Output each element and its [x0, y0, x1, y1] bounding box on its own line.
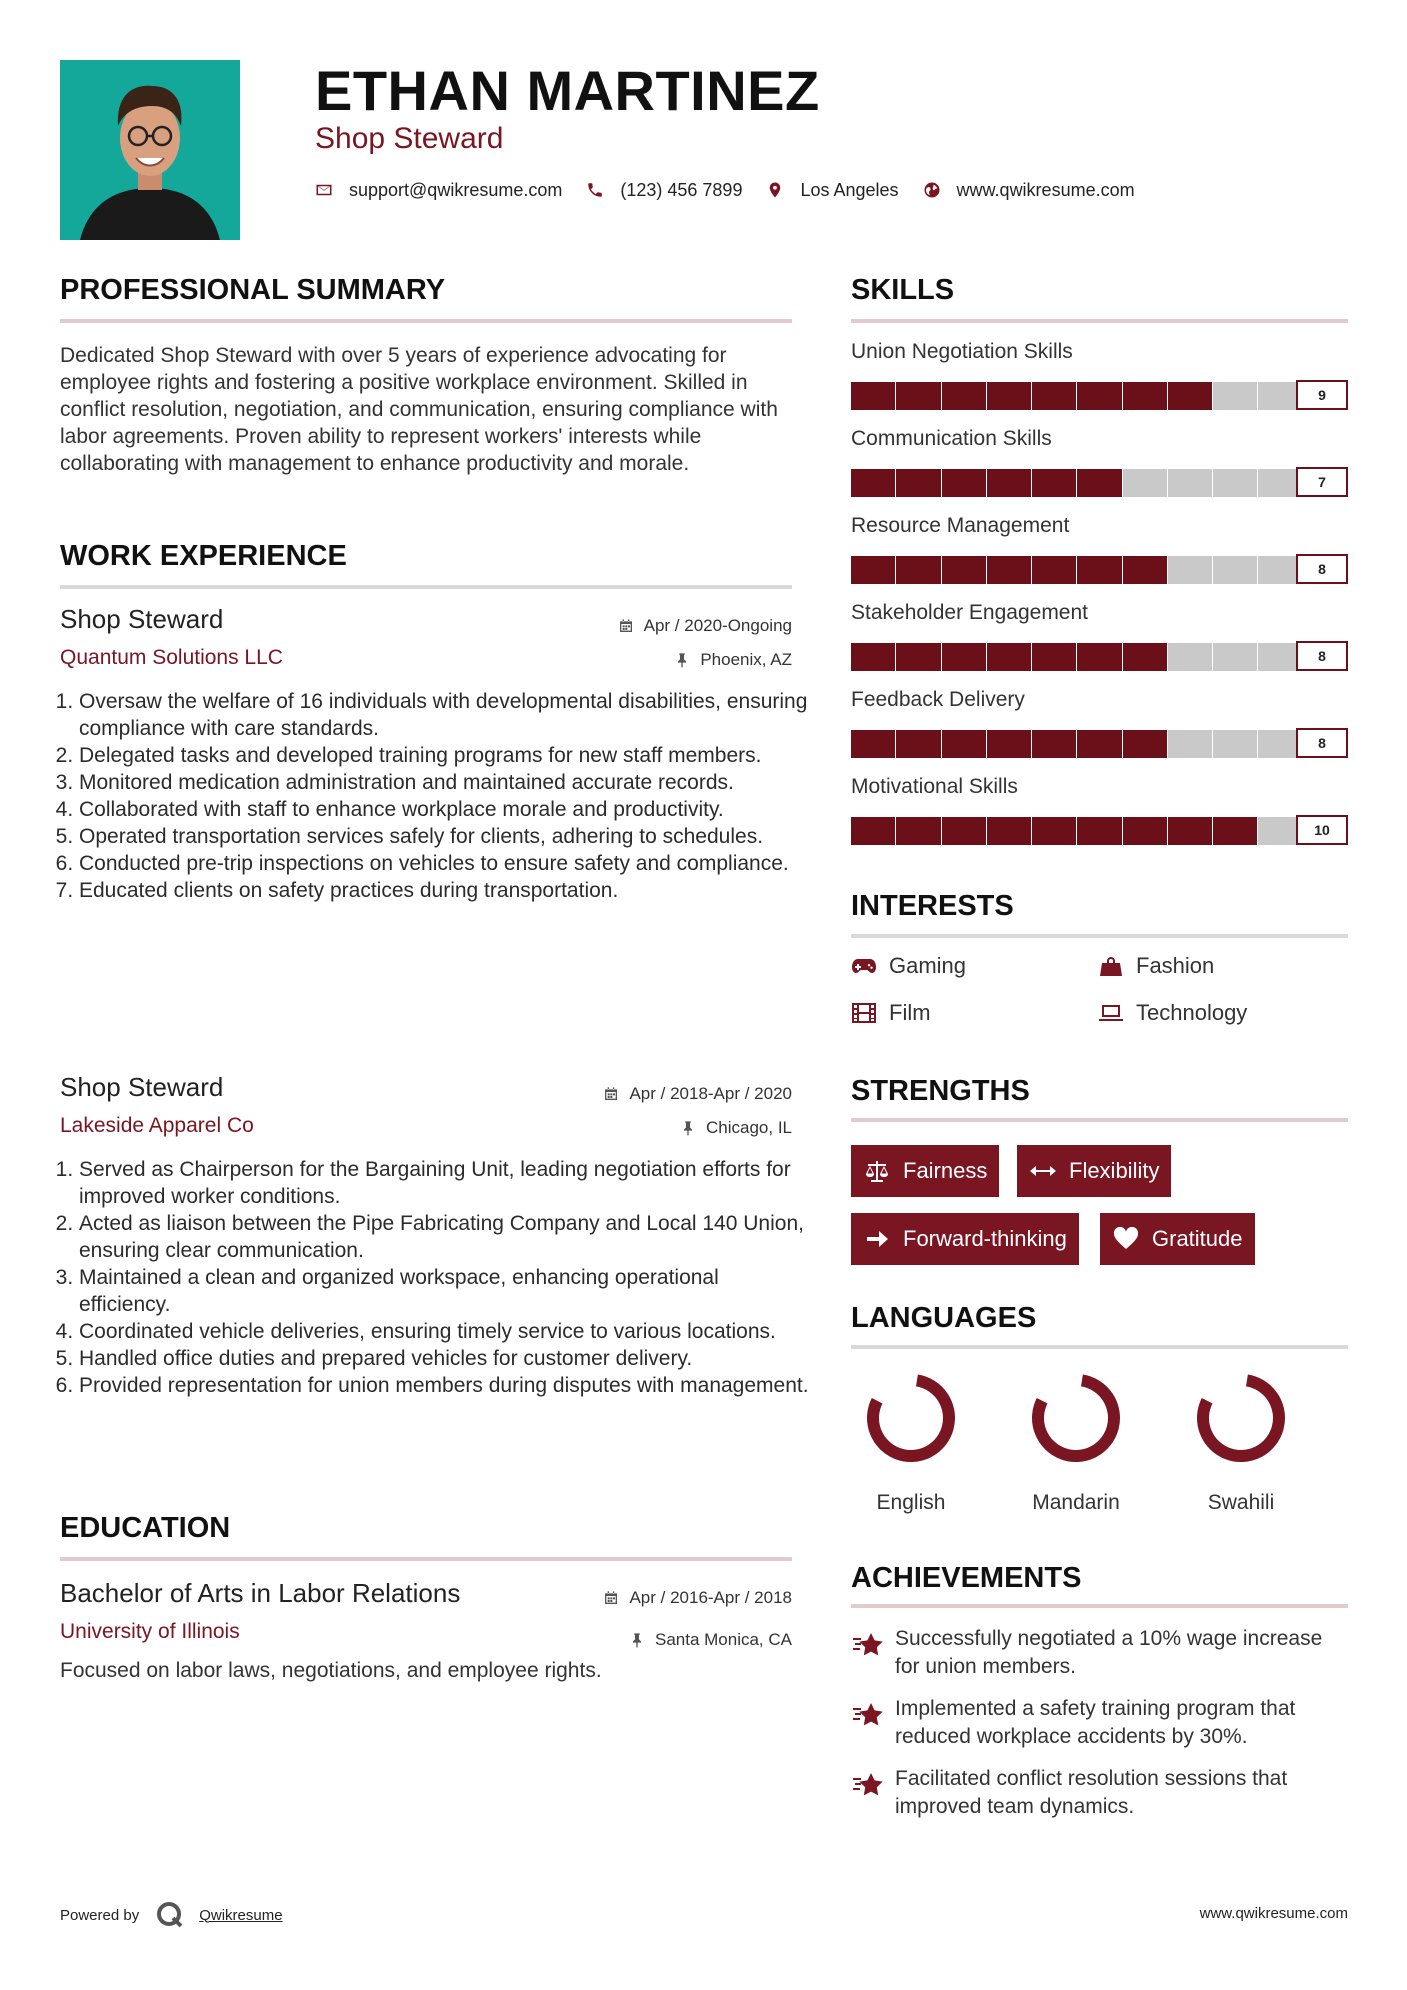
skill-bar-segment: [1213, 556, 1257, 584]
skill-bar-segment: [1123, 643, 1167, 671]
skill-level-badge: 10: [1296, 815, 1348, 845]
education-dates: [603, 1588, 792, 1608]
skill-level-badge: 9: [1296, 380, 1348, 410]
powered-by-text: Powered by: [60, 1906, 140, 1924]
languages-divider: [851, 1345, 1348, 1349]
interest-label: Film: [889, 1000, 931, 1025]
qwikresume-logo-icon: [155, 1900, 185, 1930]
skills-divider: [851, 319, 1348, 323]
candidate-name: ETHAN MARTINEZ: [315, 59, 820, 122]
job-entry-2: [60, 1072, 792, 1148]
language-item: [1156, 1368, 1326, 1515]
skill-name: Resource Management: [851, 514, 1070, 537]
list-item: 4. Collaborated with staff to enhance workplace morale and productivity.: [79, 796, 811, 823]
language-name: Mandarin: [1032, 1491, 1120, 1514]
gamepad-icon: [851, 955, 877, 977]
interest-fashion: [1098, 953, 1214, 979]
strength-fairness: [851, 1145, 999, 1197]
strength-label: Flexibility: [1069, 1158, 1160, 1183]
list-item: 1. Oversaw the welfare of 16 individuals with developmental disabilities, ensuring compliance with care standards.: [79, 688, 811, 742]
education-location: [629, 1630, 792, 1650]
language-level-arc: [873, 1380, 949, 1456]
skills-list: [851, 340, 1348, 862]
interest-film: [851, 1000, 931, 1026]
map-pin-icon: [766, 181, 784, 199]
envelope-icon: [315, 181, 333, 199]
contact-email[interactable]: [315, 180, 562, 201]
achievement-text: Successfully negotiated a 10% wage increase for union members.: [895, 1627, 1323, 1678]
star-badge-icon: [851, 1629, 885, 1659]
language-level-arc: [1203, 1380, 1279, 1456]
summary-text: Dedicated Shop Steward with over 5 years of experience advocating for employee rights and fostering a positive workplace environment. Skilled in conflict resolution, negotiation, and communication, ensuring compliance with labor agreements. Proven ability to represent workers' interests while collaborating with management to enhance productivity and morale.: [60, 344, 778, 475]
calendar-icon: [603, 1590, 619, 1606]
contact-location-text: Los Angeles: [800, 179, 899, 200]
list-item: 2. Acted as liaison between the Pipe Fabricating Company and Local 140 Union, ensuring clear communication.: [79, 1210, 811, 1264]
skill-level-bar: [851, 730, 1348, 758]
strengths-divider: [851, 1118, 1348, 1122]
skill-bar-segment: [1032, 469, 1076, 497]
education-heading: EDUCATION: [60, 1512, 231, 1544]
degree-title: Bachelor of Arts in Labor Relations: [60, 1578, 461, 1608]
skill-bar-segment: [851, 469, 895, 497]
candidate-title: Shop Steward: [315, 122, 504, 155]
skill-bar-segment: [1213, 469, 1257, 497]
list-item: 4. Coordinated vehicle deliveries, ensuring timely service to various locations.: [79, 1318, 811, 1345]
skill-level-bar: [851, 817, 1348, 845]
list-item: 2. Delegated tasks and developed training programs for new staff members.: [79, 742, 811, 769]
skill-bar-segment: [1213, 382, 1257, 410]
job-location: [674, 650, 792, 670]
languages-heading: LANGUAGES: [851, 1302, 1037, 1334]
contact-website[interactable]: [923, 180, 1135, 201]
film-icon: [851, 1002, 877, 1024]
skill-bar-segment: [851, 556, 895, 584]
skill-level-badge: 7: [1296, 467, 1348, 497]
skill-bar-segment: [896, 730, 940, 758]
skill-bar-segment: [896, 382, 940, 410]
skill-bar-segment: [987, 730, 1031, 758]
interest-label: Technology: [1136, 1000, 1248, 1025]
list-item: 1. Served as Chairperson for the Bargaining Unit, leading negotiation efforts for improved worker conditions.: [79, 1156, 811, 1210]
job-title: Shop Steward: [60, 1072, 224, 1102]
skill-bar-segment: [1168, 817, 1212, 845]
job-location-text: Chicago, IL: [706, 1118, 792, 1137]
strength-label: Gratitude: [1152, 1226, 1243, 1251]
skill-bar-segment: [1077, 643, 1121, 671]
interest-technology: [1098, 1000, 1247, 1026]
language-name: English: [876, 1491, 946, 1514]
skill-bar-segment: [987, 382, 1031, 410]
skill-level-bar: [851, 382, 1348, 410]
skill-item: [851, 688, 1348, 775]
skill-bar-segment: [851, 817, 895, 845]
pushpin-icon: [629, 1632, 645, 1648]
summary-divider: [60, 319, 792, 323]
job-dates-text: Apr / 2018-Apr / 2020: [629, 1084, 792, 1103]
skill-bar-segment: [1213, 730, 1257, 758]
strength-forward-thinking: [851, 1213, 1079, 1265]
achievements-heading: ACHIEVEMENTS: [851, 1562, 1082, 1594]
language-item: [826, 1368, 996, 1515]
skill-bar-segment: [851, 382, 895, 410]
profile-photo: [60, 60, 240, 240]
skill-bar-segment: [1032, 730, 1076, 758]
shopping-bag-icon: [1098, 955, 1124, 977]
skill-name: Union Negotiation Skills: [851, 340, 1073, 363]
education-location-text: Santa Monica, CA: [654, 1630, 792, 1649]
skill-level-badge: 8: [1296, 728, 1348, 758]
skill-bar-segment: [1123, 556, 1167, 584]
skill-bar-segment: [896, 643, 940, 671]
job-dates: [603, 1084, 792, 1104]
strength-label: Fairness: [903, 1158, 988, 1183]
skill-name: Motivational Skills: [851, 775, 1018, 798]
skill-bar-segment: [1077, 730, 1121, 758]
achievement-item: [851, 1765, 1348, 1821]
skill-bar-segment: [1168, 730, 1212, 758]
skill-bar-segment: [942, 469, 986, 497]
experience-divider: [60, 585, 792, 589]
footer-powered-by: [60, 1900, 283, 1930]
contact-bar: [315, 176, 1159, 204]
skill-bar-segment: [942, 817, 986, 845]
skill-bar-segment: [896, 556, 940, 584]
skill-bar-segment: [1123, 817, 1167, 845]
calendar-icon: [603, 1086, 619, 1102]
avatar: [60, 60, 240, 240]
heart-icon: [1112, 1227, 1140, 1251]
star-badge-icon: [851, 1699, 885, 1729]
skill-bar-segment: [1077, 469, 1121, 497]
contact-location: [766, 180, 898, 201]
skill-bar-segment: [1123, 382, 1167, 410]
job-location-text: Phoenix, AZ: [700, 650, 792, 669]
skill-bar-segment: [1168, 382, 1212, 410]
interests-heading: INTERESTS: [851, 890, 1014, 922]
languages-list: [826, 1368, 1346, 1518]
job-dates-text: Apr / 2020-Ongoing: [643, 616, 792, 635]
job-company: Quantum Solutions LLC: [60, 646, 283, 669]
skill-bar-segment: [1123, 469, 1167, 497]
skill-level-bar: [851, 643, 1348, 671]
skill-bar-segment: [1077, 817, 1121, 845]
skill-bar-segment: [1032, 643, 1076, 671]
education-entry: [60, 1578, 792, 1654]
job-2-bullets: [60, 1156, 811, 1399]
skill-item: [851, 340, 1348, 427]
skill-level-badge: 8: [1296, 554, 1348, 584]
strengths-heading: STRENGTHS: [851, 1075, 1030, 1107]
achievement-text: Implemented a safety training program that reduced workplace accidents by 30%.: [895, 1697, 1296, 1748]
skill-level-bar: [851, 556, 1348, 584]
skill-bar-segment: [1168, 643, 1212, 671]
skill-bar-segment: [1168, 469, 1212, 497]
language-item: [991, 1368, 1161, 1515]
list-item: 7. Educated clients on safety practices during transportation.: [79, 877, 811, 904]
contact-phone[interactable]: [586, 180, 742, 201]
skill-bar-segment: [1168, 556, 1212, 584]
pushpin-icon: [674, 652, 690, 668]
achievement-text: Facilitated conflict resolution sessions that improved team dynamics.: [895, 1767, 1288, 1818]
skill-bar-segment: [987, 817, 1031, 845]
skill-bar-segment: [942, 643, 986, 671]
skill-bar-segment: [942, 730, 986, 758]
summary-heading: PROFESSIONAL SUMMARY: [60, 274, 446, 306]
language-level-ring: [1156, 1368, 1326, 1468]
skill-bar-segment: [1213, 817, 1257, 845]
achievement-item: [851, 1695, 1348, 1751]
list-item: 3. Monitored medication administration and maintained accurate records.: [79, 769, 811, 796]
list-item: 6. Provided representation for union members during disputes with management.: [79, 1372, 811, 1399]
skill-bar-segment: [1032, 817, 1076, 845]
skill-item: [851, 514, 1348, 601]
contact-phone-text: (123) 456 7899: [620, 179, 743, 200]
laptop-icon: [1098, 1002, 1124, 1024]
skill-bar-segment: [851, 730, 895, 758]
interests-divider: [851, 934, 1348, 938]
achievements-divider: [851, 1604, 1348, 1608]
skill-item: [851, 775, 1348, 862]
language-level-arc: [1038, 1380, 1114, 1456]
experience-heading: WORK EXPERIENCE: [60, 540, 347, 572]
skill-bar-segment: [896, 469, 940, 497]
job-location: [680, 1118, 792, 1138]
job-1-bullets: [60, 688, 811, 904]
globe-icon: [923, 181, 941, 199]
skill-item: [851, 601, 1348, 688]
job-company: Lakeside Apparel Co: [60, 1114, 254, 1137]
skill-bar-segment: [1032, 382, 1076, 410]
job-entry-1: [60, 604, 792, 680]
qwikresume-link[interactable]: Qwikresume: [199, 1906, 283, 1924]
contact-email-text: support@qwikresume.com: [349, 179, 563, 200]
arrow-right-icon: [863, 1227, 891, 1251]
skill-bar-segment: [896, 817, 940, 845]
interest-gaming: [851, 953, 966, 979]
arrows-horizontal-icon: [1029, 1159, 1057, 1183]
list-item: 5. Operated transportation services safely for clients, adhering to schedules.: [79, 823, 811, 850]
skill-bar-segment: [1032, 556, 1076, 584]
skill-bar-segment: [1123, 730, 1167, 758]
interest-label: Gaming: [889, 953, 967, 978]
strength-label: Forward-thinking: [903, 1226, 1067, 1251]
strength-flexibility: [1017, 1145, 1171, 1197]
skill-item: [851, 427, 1348, 514]
footer-website[interactable]: www.qwikresume.com: [1199, 1905, 1348, 1922]
interest-label: Fashion: [1136, 953, 1215, 978]
phone-icon: [586, 181, 604, 199]
education-divider: [60, 1557, 792, 1561]
skill-bar-segment: [1077, 556, 1121, 584]
skill-bar-segment: [942, 556, 986, 584]
skill-bar-segment: [1213, 643, 1257, 671]
skill-name: Communication Skills: [851, 427, 1052, 450]
contact-website-text: www.qwikresume.com: [956, 179, 1135, 200]
star-badge-icon: [851, 1769, 885, 1799]
skill-bar-segment: [987, 469, 1031, 497]
achievement-item: [851, 1625, 1348, 1681]
job-title: Shop Steward: [60, 604, 224, 634]
skill-bar-segment: [987, 556, 1031, 584]
skill-bar-segment: [942, 382, 986, 410]
skill-bar-segment: [1077, 382, 1121, 410]
education-dates-text: Apr / 2016-Apr / 2018: [629, 1588, 792, 1607]
pushpin-icon: [680, 1120, 696, 1136]
education-description: Focused on labor laws, negotiations, and employee rights.: [60, 1659, 602, 1682]
strength-gratitude: [1100, 1213, 1255, 1265]
skill-level-bar: [851, 469, 1348, 497]
balance-scale-icon: [863, 1159, 891, 1183]
job-dates: [618, 616, 792, 636]
skill-name: Stakeholder Engagement: [851, 601, 1088, 624]
skill-name: Feedback Delivery: [851, 688, 1025, 711]
skill-bar-segment: [851, 643, 895, 671]
skill-bar-segment: [987, 643, 1031, 671]
skill-level-badge: 8: [1296, 641, 1348, 671]
calendar-icon: [618, 618, 634, 634]
list-item: 3. Maintained a clean and organized workspace, enhancing operational efficiency.: [79, 1264, 811, 1318]
skills-heading: SKILLS: [851, 274, 955, 306]
school-name: University of Illinois: [60, 1620, 240, 1643]
language-level-ring: [991, 1368, 1161, 1468]
language-level-ring: [826, 1368, 996, 1468]
list-item: 5. Handled office duties and prepared vehicles for customer delivery.: [79, 1345, 811, 1372]
language-name: Swahili: [1207, 1491, 1275, 1514]
list-item: 6. Conducted pre-trip inspections on vehicles to ensure safety and compliance.: [79, 850, 811, 877]
